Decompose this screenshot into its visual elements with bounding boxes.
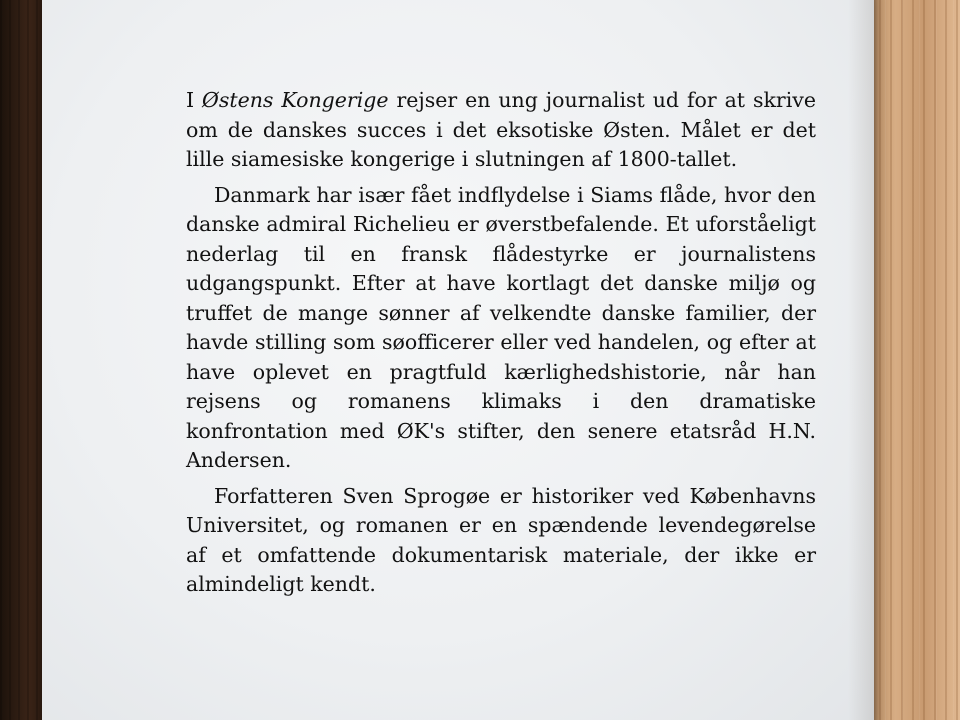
light-wood-background — [868, 0, 960, 720]
blurb-paragraph-2: Danmark har især fået indflydelse i Siams flåde, hvor den danske admiral Richelieu er øverstbefalende. Et uforståeligt nederlag til en fransk flådestyrke er journalistens udgangspunkt. Efter at have kortlagt det danske miljø og truffet de mange sønner af velkendte danske familier, der havde stilling som søofficerer eller ved handelen, og efter at have oplevet en pragtfuld kærlighedshistorie, når han rejsens og romanens klimaks i den dramatiske konfrontation med ØK's stifter, den senere etatsråd H.N. Andersen. — [186, 182, 816, 472]
paragraph-1-rest: rejser en ung journalist ud for at skrive om de danskes succes i det eksotiske Østen. Målet er det lille siamesiske kongerige i slutningen af 1800-tallet. — [186, 88, 816, 171]
book-back-cover — [42, 0, 874, 720]
book-title-italic: Østens Kongerige — [202, 88, 389, 112]
blurb-paragraph-1 — [186, 86, 816, 175]
blurb-text — [186, 86, 816, 606]
paragraph-1-lead: I — [186, 88, 203, 112]
blurb-paragraph-3: Forfatteren Sven Sprogøe er historiker ved Københavns Universitet, og romanen er en spændende levendegørelse af et omfattende dokumentarisk materiale, der ikke er almindeligt kendt. — [186, 483, 816, 596]
